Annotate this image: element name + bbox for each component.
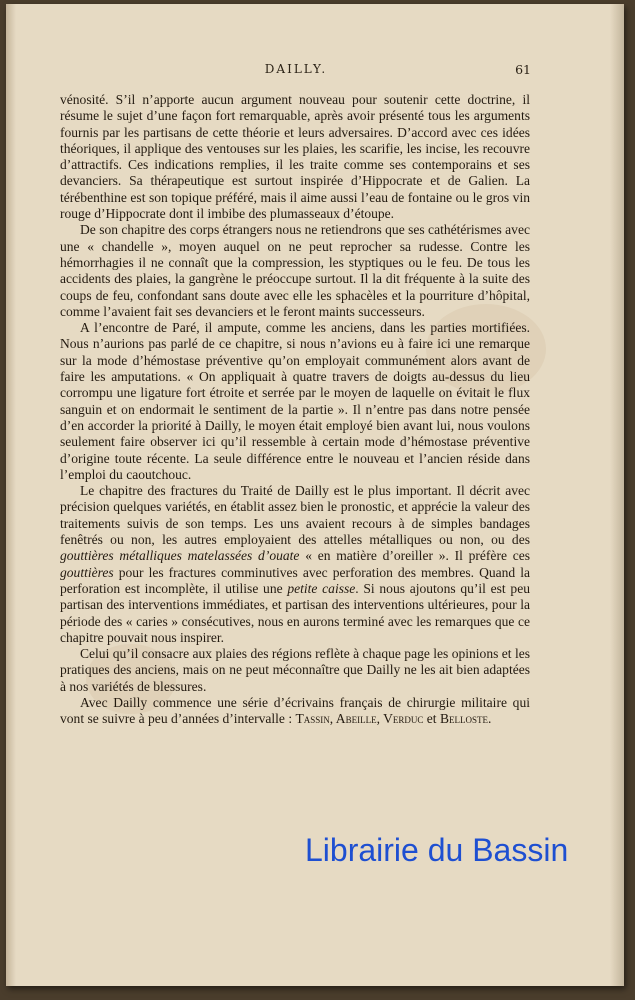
paragraph-text: Celui qu’il consacre aux plaies des régions reflète à chaque page les opinions et les pratiques des anciens, mais on ne peut méconnaître que Dailly ne les ait bien adaptées à nos variétés de blessures. xyxy=(60,646,530,694)
author-names: Belloste xyxy=(439,711,488,727)
paragraph-text: pour les fractures comminutives avec perforation des membres. Quand la perforation est incomplète, il utilise une xyxy=(60,564,530,596)
italic-text: petite caisse xyxy=(287,580,356,596)
watermark: Librairie du Bassin xyxy=(305,832,569,868)
paragraph-text: . xyxy=(487,711,492,727)
paragraph xyxy=(60,646,530,695)
paragraph-text: Le chapitre des fractures du Traité de Dailly est le plus important. Il décrit avec précision quelques variétés, en établit assez bien le pronostic, et apprécie la valeur des traitements suivis de son temps. Les uns avaient recours à de simples bandages fenêtrés ou non, les autres employaient des attelles métalliques ou non, ou des xyxy=(60,483,530,548)
paragraph xyxy=(60,483,530,646)
page-left-edge xyxy=(6,4,16,986)
body-text xyxy=(60,92,530,728)
author-names: Tassin, Abeille, Verduc xyxy=(295,711,424,727)
running-title: DAILLY. xyxy=(264,62,328,76)
paragraph-text: Avec Dailly commence une série d’écrivains français de chirurgie militaire qui vont se suivre à peu d’années d’intervalle : xyxy=(60,694,530,727)
paragraph xyxy=(60,222,530,320)
paragraph-text: De son chapitre des corps étrangers nous ne retiendrons que ses cathétérismes avec une « chandelle », moyen auquel on ne peut reprocher sa rudesse. Contre les hémorrhagies il ne connaît que la compression, les styptiques ou le feu. De tous les accidents des plaies, la gangrène le préoccupe surtout. Il la dit fréquente à la suite des coups de feu, confondant sans doute avec elle les sphacèles et la pourriture d’hôpital, comme l’avaient fait ses devanciers et le feront maints successeurs. xyxy=(60,222,530,319)
paragraph xyxy=(60,695,530,728)
page-number: 61 xyxy=(515,62,531,77)
page-header xyxy=(61,62,531,82)
paragraph-text: . Si nous ajoutons qu’il est peu partisan des interventions immédiates, et partisan des interventions ultérieures, pour la période des « caries » consécutives, nous en aurons terminé avec les remarques que ce chapitre pouvait nous inspirer. xyxy=(60,580,530,645)
paragraph xyxy=(60,320,530,483)
italic-text: gouttières xyxy=(60,564,114,580)
paragraph-text: vénosité. S’il n’apporte aucun argument nouveau pour soutenir cette doctrine, il résume le sujet d’une façon fort remarquable, après avoir présenté tous les arguments fournis par les partisans de cette théorie et leurs adversaires. D’accord avec ces idées théoriques, il applique des ventouses sur les plaies, les scarifie, les incise, les recouvre d’attractifs. Ces indications remplies, il les traite comme ses contemporains et ses devanciers. Sa thérapeutique est surtout inspirée d’Hippocrate et de Galien. La térébenthine est son topique préféré, mais il aime aussi l’eau de fontaine ou le gros vin rouge d’Hippocrate dont il imbibe des plumasseaux d’étoupe. xyxy=(60,92,530,222)
italic-text: gouttières métalliques matelassées d’ouate xyxy=(60,548,300,564)
paragraph-text: A l’encontre de Paré, il ampute, comme les anciens, dans les parties mortifiées. Nous n’aurions pas parlé de ce chapitre, si nous n’avions eu à faire ici une remarque sur la mode d’hémostase préventive qu’on employait communément alors avant de faire les amputations. « On appliquait à quatre travers de doigts au-dessus du lieu corrompu une ligature fort étroite et serrée par le moyen de laquelle on évitait le flux sanguin et on endormait le sentiment de la partie ». Il n’entre pas dans notre pensée d’en accorder la priorité à Dailly, le moyen était employé bien avant lui, nous voulons seulement faire observer ici qu’il ressemble à certain mode d’hémostase préventive d’origine toute récente. La seule différence entre le nouveau et l’ancien réside dans l’emploi du caoutchouc. xyxy=(60,320,530,482)
paragraph-text: « en matière d’oreiller ». Il préfère ces xyxy=(299,548,531,564)
paragraph xyxy=(60,92,530,222)
paragraph-text: et xyxy=(423,711,440,727)
